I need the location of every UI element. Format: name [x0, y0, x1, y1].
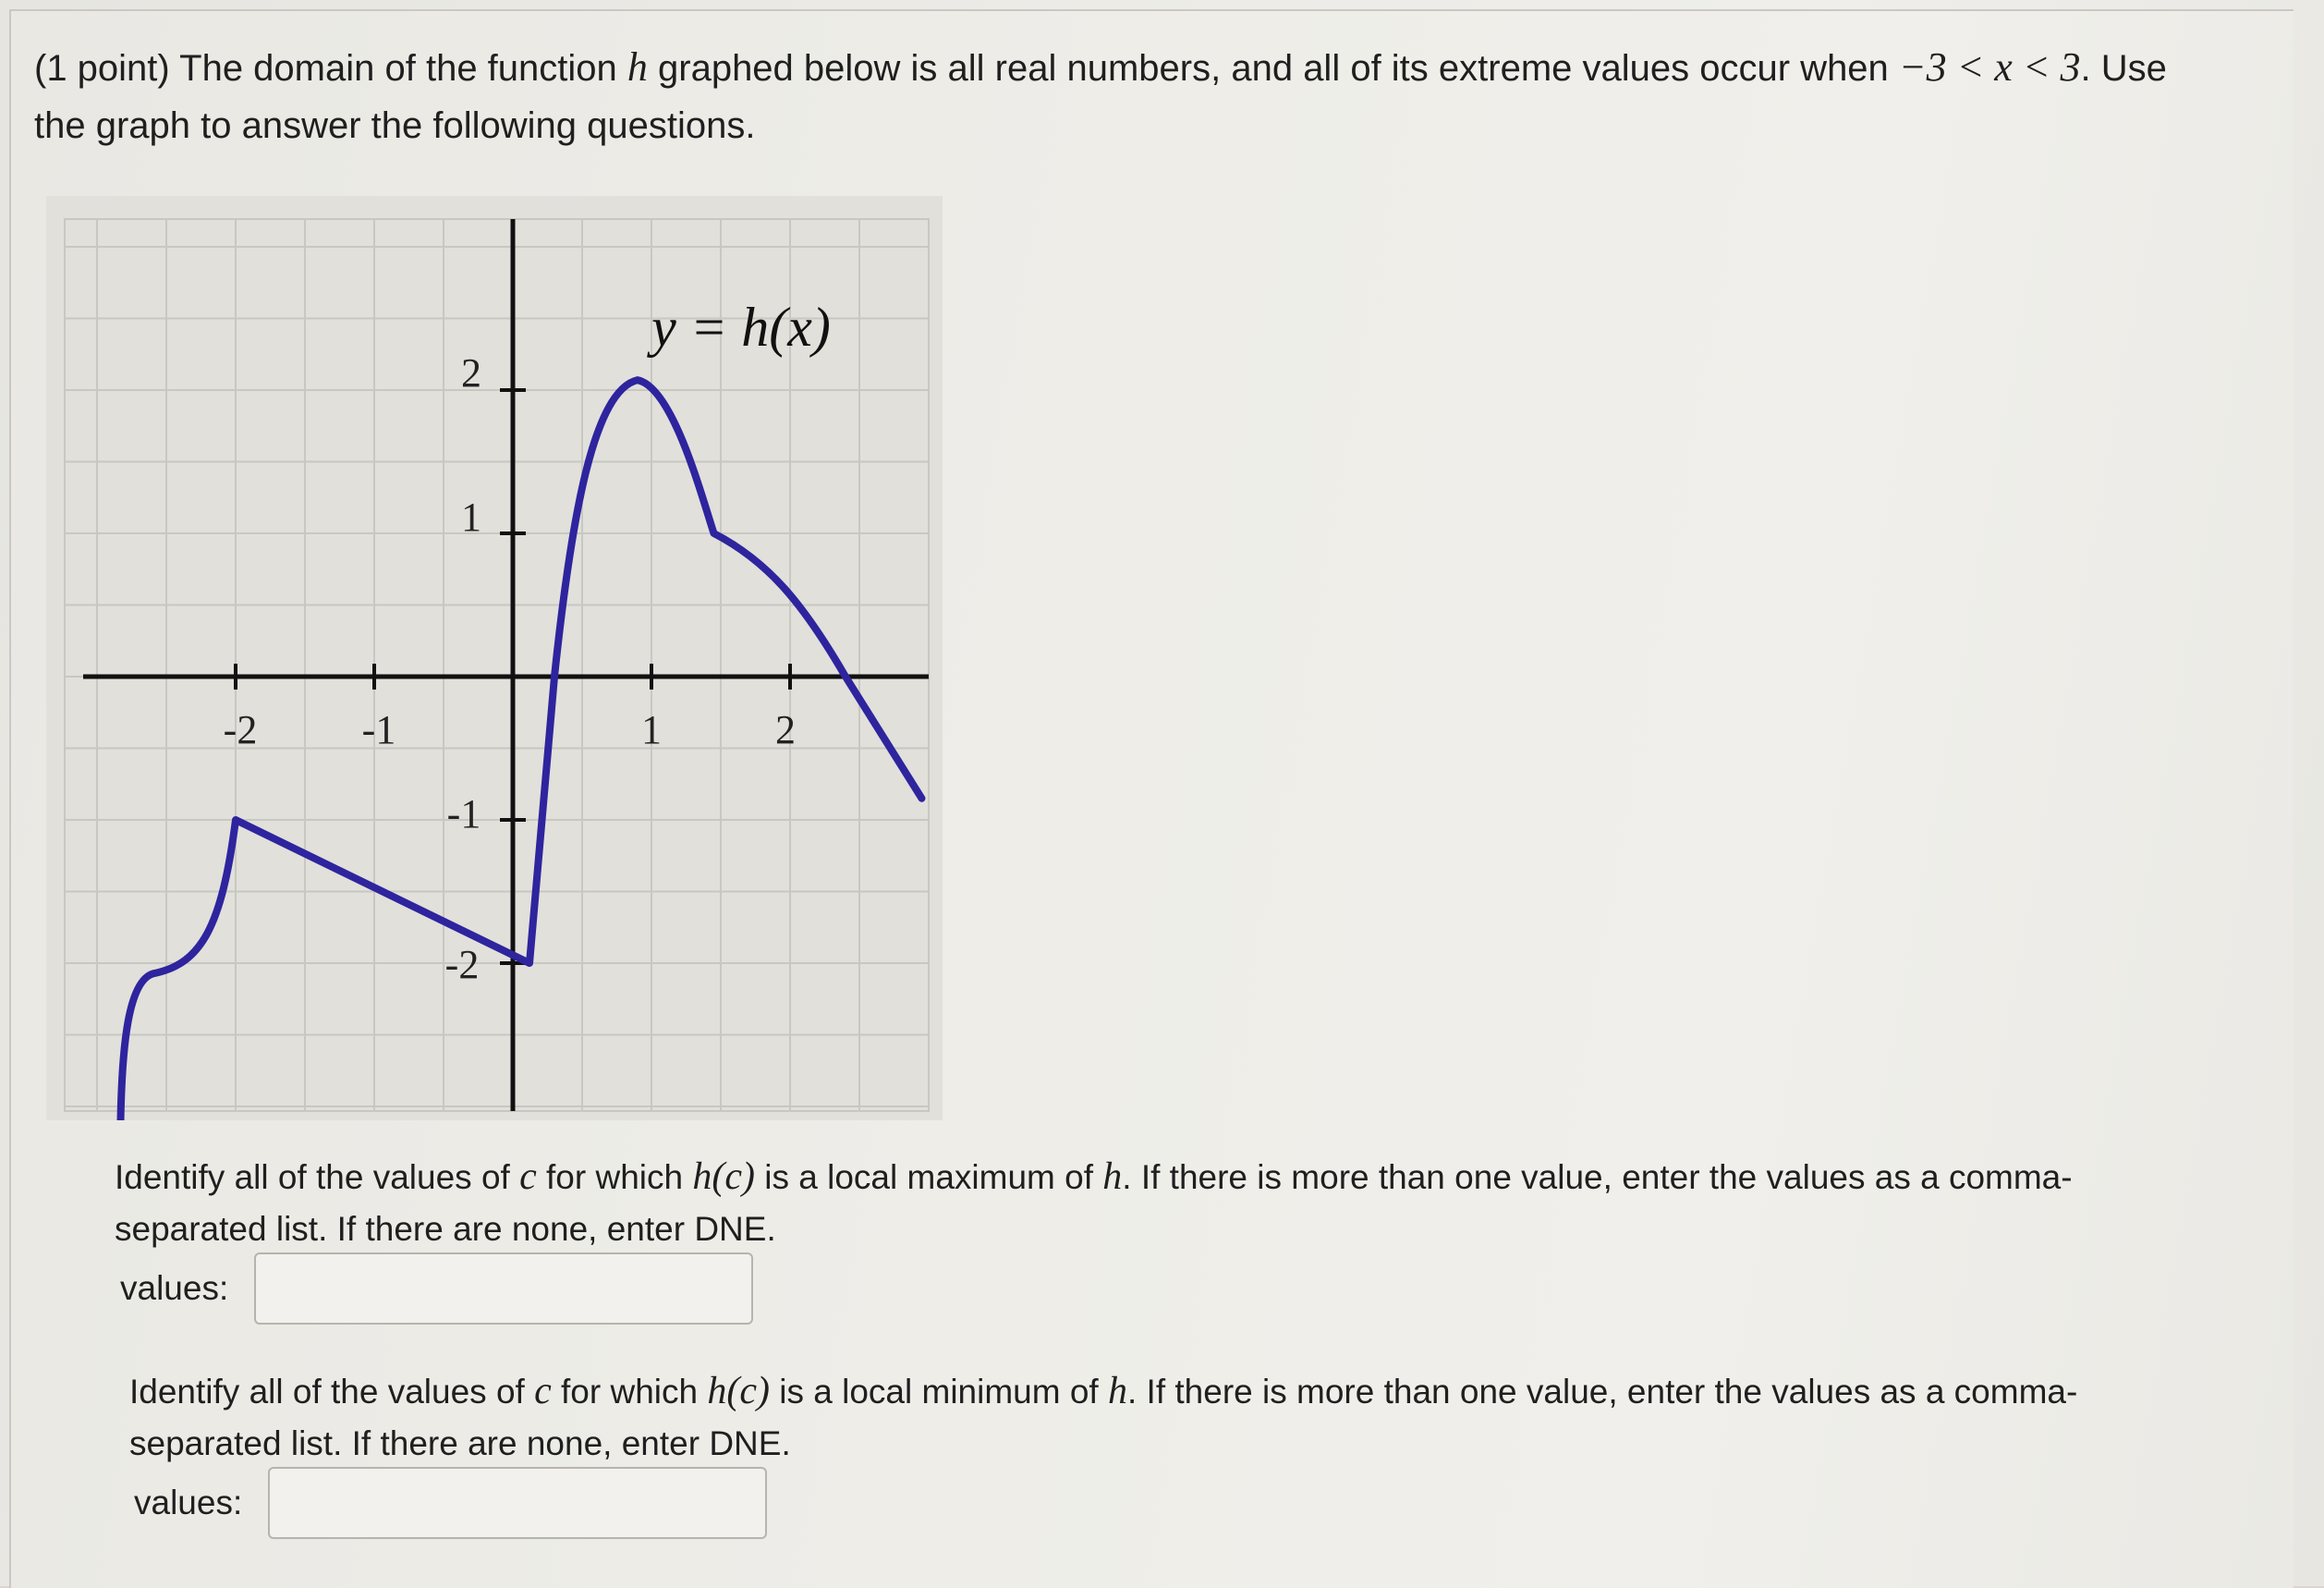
question-local-min	[129, 1365, 2208, 1470]
intro-line-2: the graph to answer the following questions.	[34, 105, 756, 146]
points-label: (1 point)	[34, 48, 170, 89]
intro-function-name: h	[627, 44, 648, 90]
local-min-values-input[interactable]	[268, 1467, 767, 1539]
question-min-hc: h(c)	[707, 1370, 770, 1412]
intro-inequality: −3 < x < 3	[1898, 44, 2081, 90]
question-min-text-c: is a local minimum of	[770, 1373, 1108, 1411]
x-tick-label-neg1: -1	[361, 707, 396, 752]
question-max-text-a: Identify all of the values of	[115, 1158, 520, 1196]
values-label-max: values:	[120, 1269, 229, 1307]
question-min-h: h	[1108, 1370, 1127, 1412]
intro-text-b: graphed below is all real numbers, and all of its extreme values occur when	[647, 48, 1899, 89]
question-max-text-d: . If there is more than one value, enter the values as a comma-separated list. If there are none, enter DNE.	[115, 1158, 2073, 1248]
x-tick-label-neg2: -2	[223, 707, 258, 752]
local-max-values-input[interactable]	[254, 1252, 753, 1325]
question-min-text-b: for which	[551, 1373, 708, 1411]
question-max-text-c: is a local maximum of	[755, 1158, 1103, 1196]
question-min-text-d: . If there is more than one value, enter the values as a comma-separated list. If there are none, enter DNE.	[129, 1373, 2078, 1462]
question-min-text-a: Identify all of the values of	[129, 1373, 535, 1411]
question-max-c: c	[519, 1155, 537, 1198]
graph-svg	[46, 196, 943, 1120]
x-tick-label-1: 1	[641, 707, 662, 752]
y-tick-label-1: 1	[461, 495, 481, 540]
function-graph	[46, 196, 943, 1120]
x-tick-label-2: 2	[775, 707, 796, 752]
answer-row-max	[120, 1252, 753, 1325]
intro-text-a: The domain of the function	[179, 48, 627, 89]
y-tick-label-neg2: -2	[444, 942, 480, 987]
question-local-max	[115, 1151, 2194, 1255]
values-label-min: values:	[134, 1484, 243, 1521]
question-max-hc: h(c)	[692, 1155, 755, 1198]
question-max-h: h	[1102, 1155, 1123, 1198]
function-label: y = h(x)	[651, 297, 831, 358]
y-tick-label-2: 2	[461, 350, 481, 396]
intro-text-c: . Use	[2080, 48, 2167, 89]
problem-panel	[9, 9, 2294, 1588]
answer-row-min	[134, 1467, 767, 1539]
question-max-text-b: for which	[536, 1158, 693, 1196]
question-min-c: c	[534, 1370, 552, 1412]
y-tick-label-neg1: -1	[446, 791, 481, 837]
problem-intro	[34, 39, 2289, 154]
